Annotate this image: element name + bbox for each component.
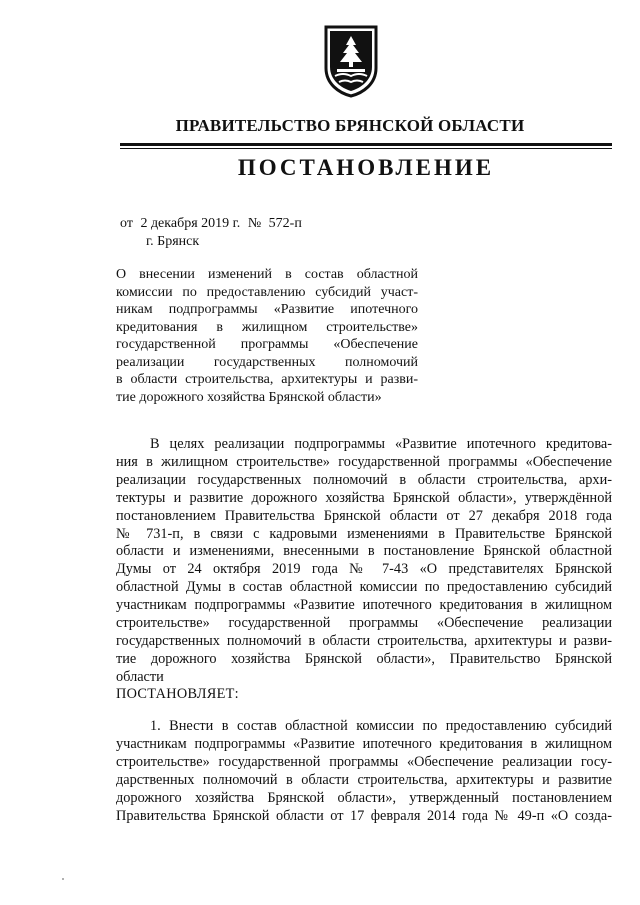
resolves-heading: ПОСТАНОВЛЯЕТ: — [116, 686, 239, 702]
paragraph-line: постановлением Правительства Брянской области от 27 декабря 2018 года — [116, 507, 612, 524]
header-divider — [120, 143, 612, 146]
paragraph-line: № 731-п, в связи с кадровыми изменениями в Правительстве Брянской — [116, 525, 612, 542]
government-title: ПРАВИТЕЛЬСТВО БРЯНСКОЙ ОБЛАСТИ — [175, 116, 525, 135]
document-number: 572-п — [268, 216, 302, 231]
number-sign: № — [247, 216, 262, 231]
subject-line: в области строительства, архитектуры и разви- — [116, 372, 418, 387]
paragraph-line: области — [116, 668, 164, 685]
clause-1-paragraph — [116, 718, 612, 825]
header-divider-thin — [120, 148, 612, 149]
date-prefix: от — [120, 216, 133, 231]
preamble-paragraph — [116, 436, 612, 687]
subject-line: реализации государственных полномочий — [116, 354, 418, 370]
paragraph-line: дорожного хозяйства Брянской области», утвержденный постановлением — [116, 789, 612, 806]
coat-of-arms-icon — [323, 24, 379, 98]
document-city: г. Брянск — [146, 234, 200, 249]
paragraph-line: Правительства Брянской области от 17 февраля 2014 года № 49-п «О созда- — [116, 807, 612, 824]
paragraph-line: дарственных полномочий в области строительства, архитектуры и развитие — [116, 771, 612, 788]
subject-line: тие дорожного хозяйства Брянской области» — [116, 389, 382, 405]
paragraph-line: области и изменениями, внесенными в постановление Брянской областной — [116, 543, 612, 560]
subject-line: кредитования в жилищном строительстве» — [116, 319, 418, 335]
document-type: ПОСТАНОВЛЕНИЕ — [237, 155, 495, 180]
paragraph-line: государственных полномочий в области строительства, архитектуры и разви- — [116, 632, 612, 649]
paragraph-line: тие дорожного хозяйства Брянской области», Правительство Брянской — [116, 650, 612, 667]
subject-line: государственной программы «Обеспечение — [116, 337, 418, 352]
subject-line: комиссии по предоставлению субсидий участ- — [116, 284, 418, 300]
paragraph-line: 1. Внести в состав областной комиссии по предоставлению субсидий — [150, 718, 612, 734]
subject-line: О внесении изменений в состав областной — [116, 267, 418, 282]
document-subject — [116, 266, 418, 406]
scan-speck — [62, 878, 64, 880]
paragraph-line: ния в жилищном строительстве» государственной программы «Обеспечение — [116, 453, 612, 470]
paragraph-line: участникам подпрограммы «Развитие ипотечного кредитования в жилищном — [116, 735, 612, 752]
date-line — [120, 216, 306, 232]
paragraph-line: строительстве» государственной программы «Обеспечение реализации — [116, 615, 612, 632]
paragraph-line: областной Думы в состав областной комиссии по предоставлению субсидий — [116, 579, 612, 596]
paragraph-line: В целях реализации подпрограммы «Развитие ипотечного кредитова- — [150, 436, 612, 452]
paragraph-line: реализации государственных полномочий в области строительства, архи- — [116, 471, 612, 488]
paragraph-line: тектуры и развитие дорожного хозяйства Брянской области», утверждённой — [116, 489, 612, 506]
paragraph-line: участникам подпрограммы «Развитие ипотечного кредитования в жилищном — [116, 597, 612, 614]
paragraph-line: Думы от 24 октября 2019 года № 7-43 «О представителях Брянской — [116, 561, 612, 578]
paragraph-line: строительстве» государственной программы «Обеспечение реализации госу- — [116, 753, 612, 770]
subject-line: никам подпрограммы «Развитие ипотечного — [116, 302, 418, 317]
document-date: 2 декабря 2019 г. — [140, 216, 241, 231]
